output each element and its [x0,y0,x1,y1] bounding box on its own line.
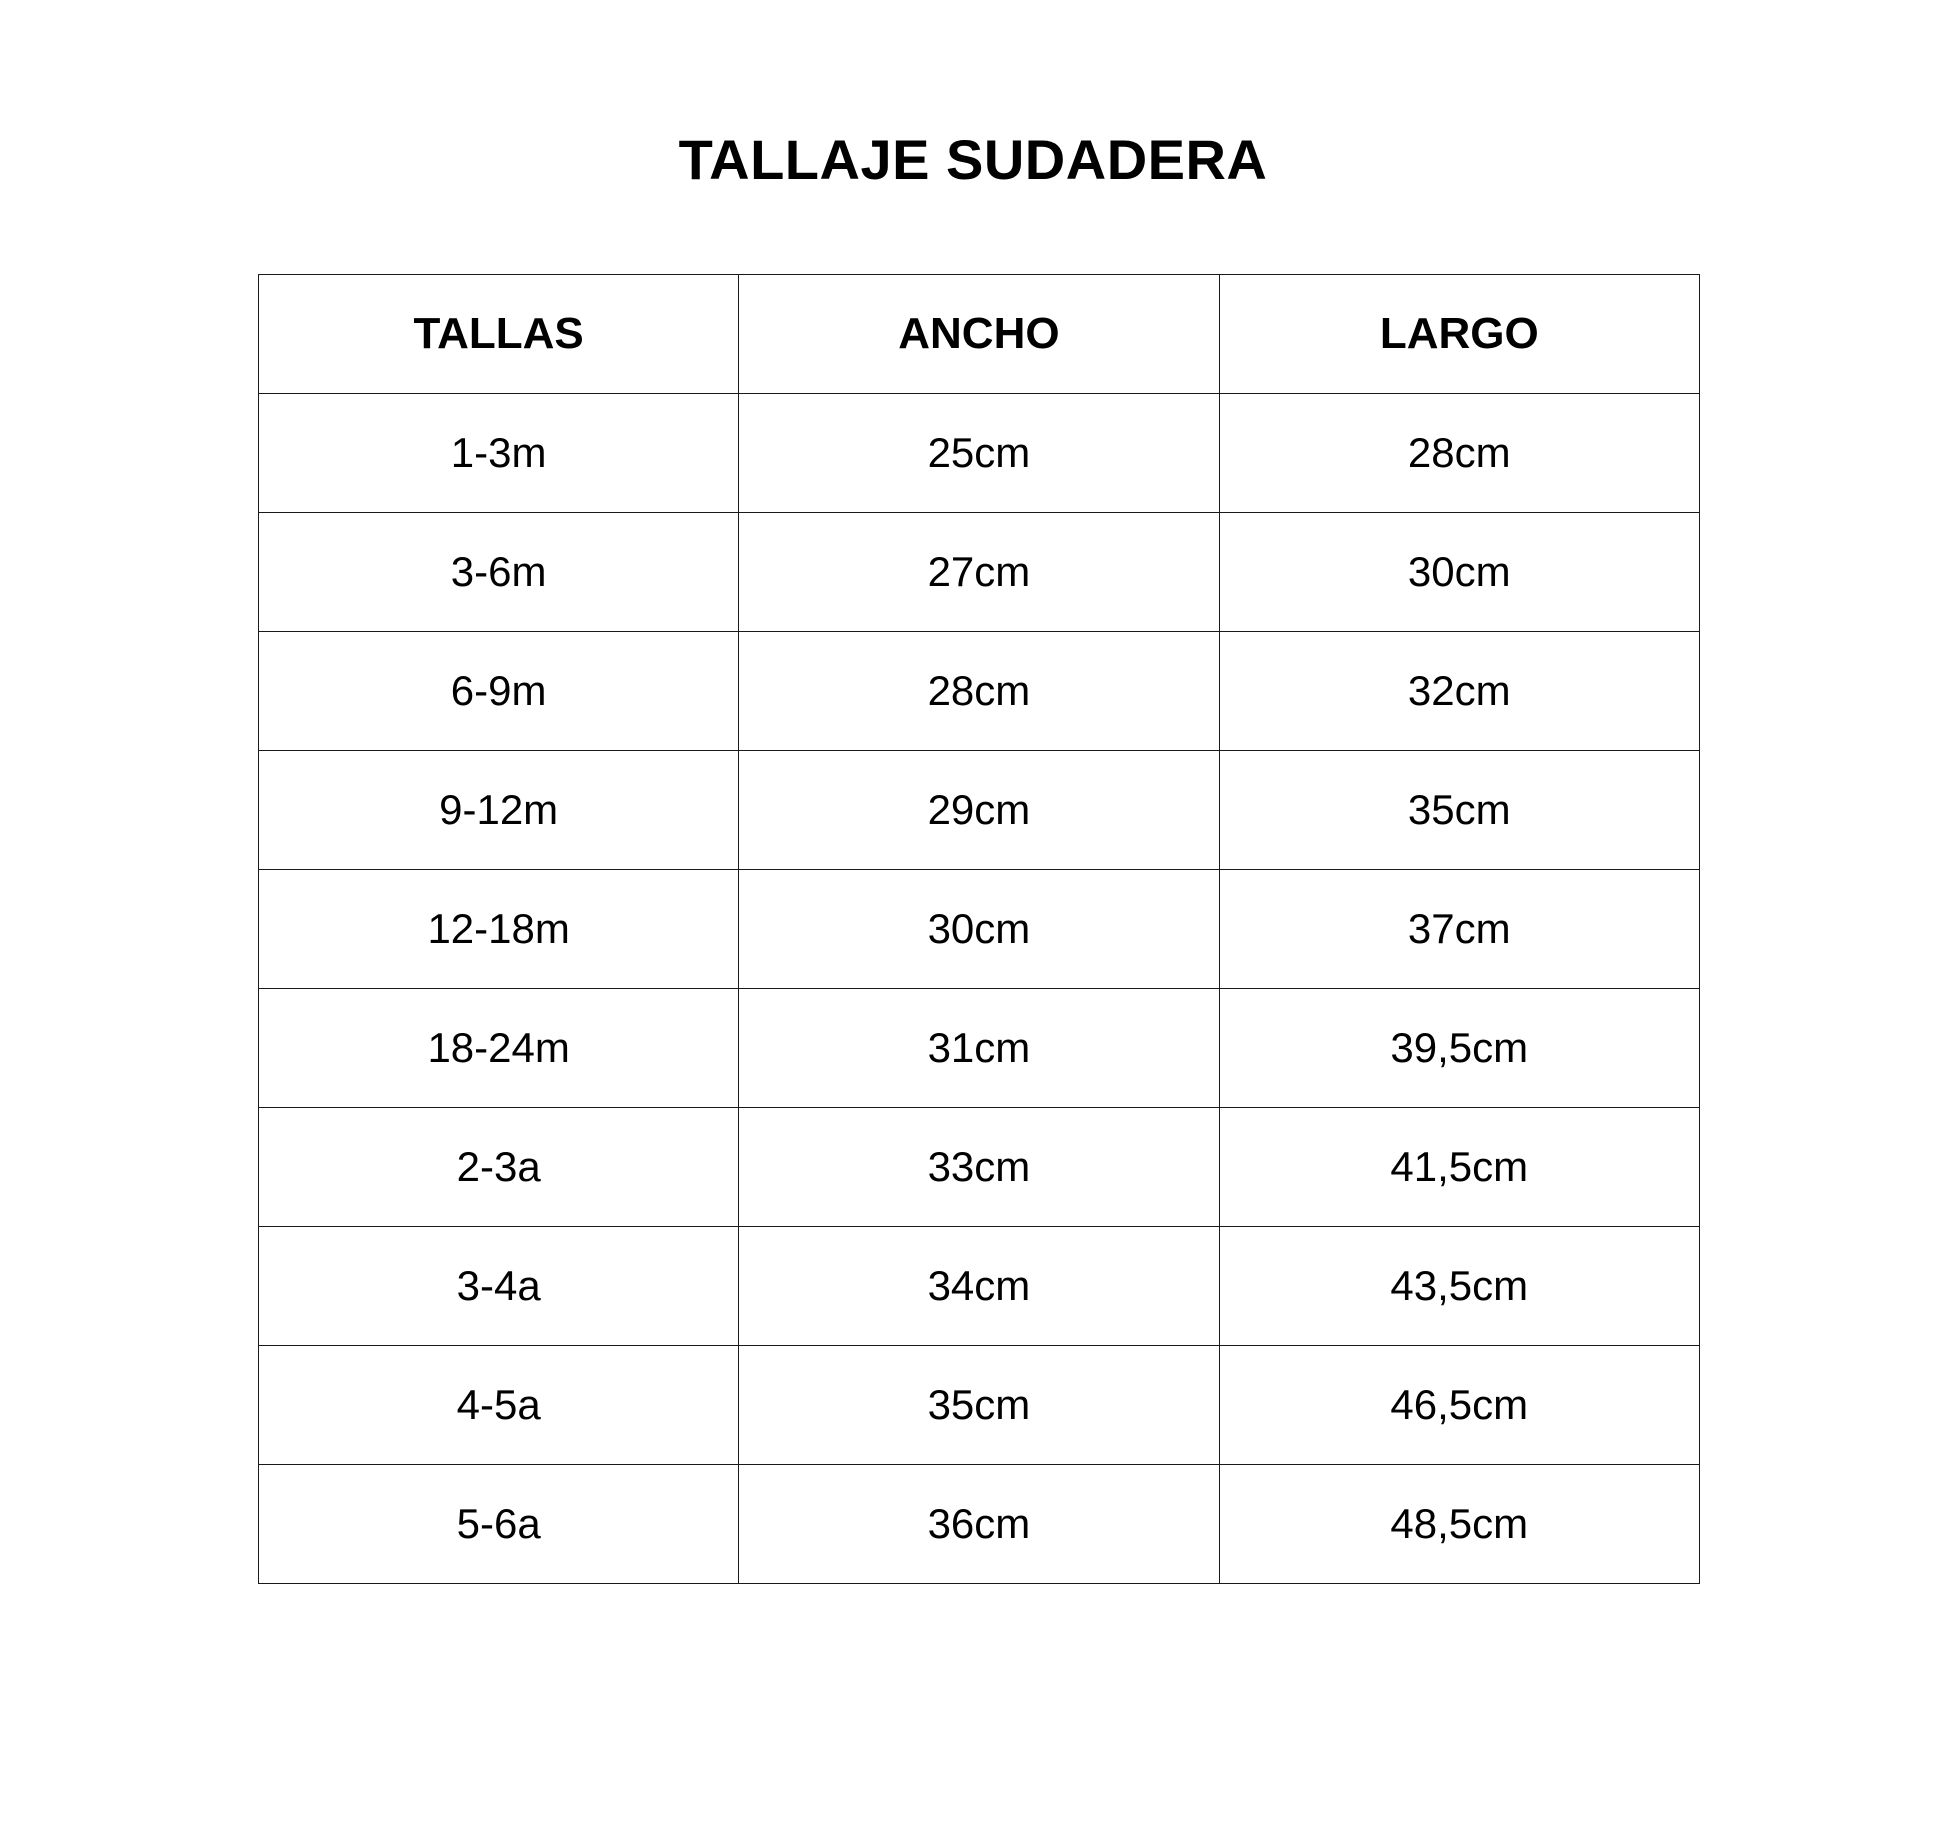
column-header-largo: LARGO [1219,275,1699,394]
cell-ancho: 35cm [739,1346,1219,1465]
table-row [259,870,1700,989]
cell-largo: 35cm [1219,751,1699,870]
table-row [259,1465,1700,1584]
table-row [259,751,1700,870]
cell-ancho: 31cm [739,989,1219,1108]
table-row [259,632,1700,751]
cell-largo: 30cm [1219,513,1699,632]
cell-largo: 28cm [1219,394,1699,513]
table-row [259,1227,1700,1346]
page-title: TALLAJE SUDADERA [678,128,1268,191]
table-header-row [259,275,1700,394]
cell-talla: 12-18m [259,870,739,989]
cell-talla: 3-6m [259,513,739,632]
cell-talla: 1-3m [259,394,739,513]
cell-ancho: 36cm [739,1465,1219,1584]
cell-ancho: 33cm [739,1108,1219,1227]
cell-largo: 46,5cm [1219,1346,1699,1465]
cell-largo: 32cm [1219,632,1699,751]
cell-talla: 3-4a [259,1227,739,1346]
cell-talla: 5-6a [259,1465,739,1584]
cell-ancho: 25cm [739,394,1219,513]
cell-largo: 48,5cm [1219,1465,1699,1584]
table-row [259,1346,1700,1465]
cell-talla: 9-12m [259,751,739,870]
cell-largo: 39,5cm [1219,989,1699,1108]
cell-ancho: 30cm [739,870,1219,989]
cell-talla: 18-24m [259,989,739,1108]
table-row [259,394,1700,513]
cell-largo: 43,5cm [1219,1227,1699,1346]
cell-largo: 37cm [1219,870,1699,989]
cell-ancho: 27cm [739,513,1219,632]
cell-talla: 2-3a [259,1108,739,1227]
column-header-ancho: ANCHO [739,275,1219,394]
cell-ancho: 28cm [739,632,1219,751]
cell-largo: 41,5cm [1219,1108,1699,1227]
table-row [259,513,1700,632]
table-row [259,989,1700,1108]
column-header-tallas: TALLAS [259,275,739,394]
size-table [258,274,1700,1584]
table-row [259,1108,1700,1227]
cell-talla: 4-5a [259,1346,739,1465]
cell-talla: 6-9m [259,632,739,751]
cell-ancho: 29cm [739,751,1219,870]
cell-ancho: 34cm [739,1227,1219,1346]
